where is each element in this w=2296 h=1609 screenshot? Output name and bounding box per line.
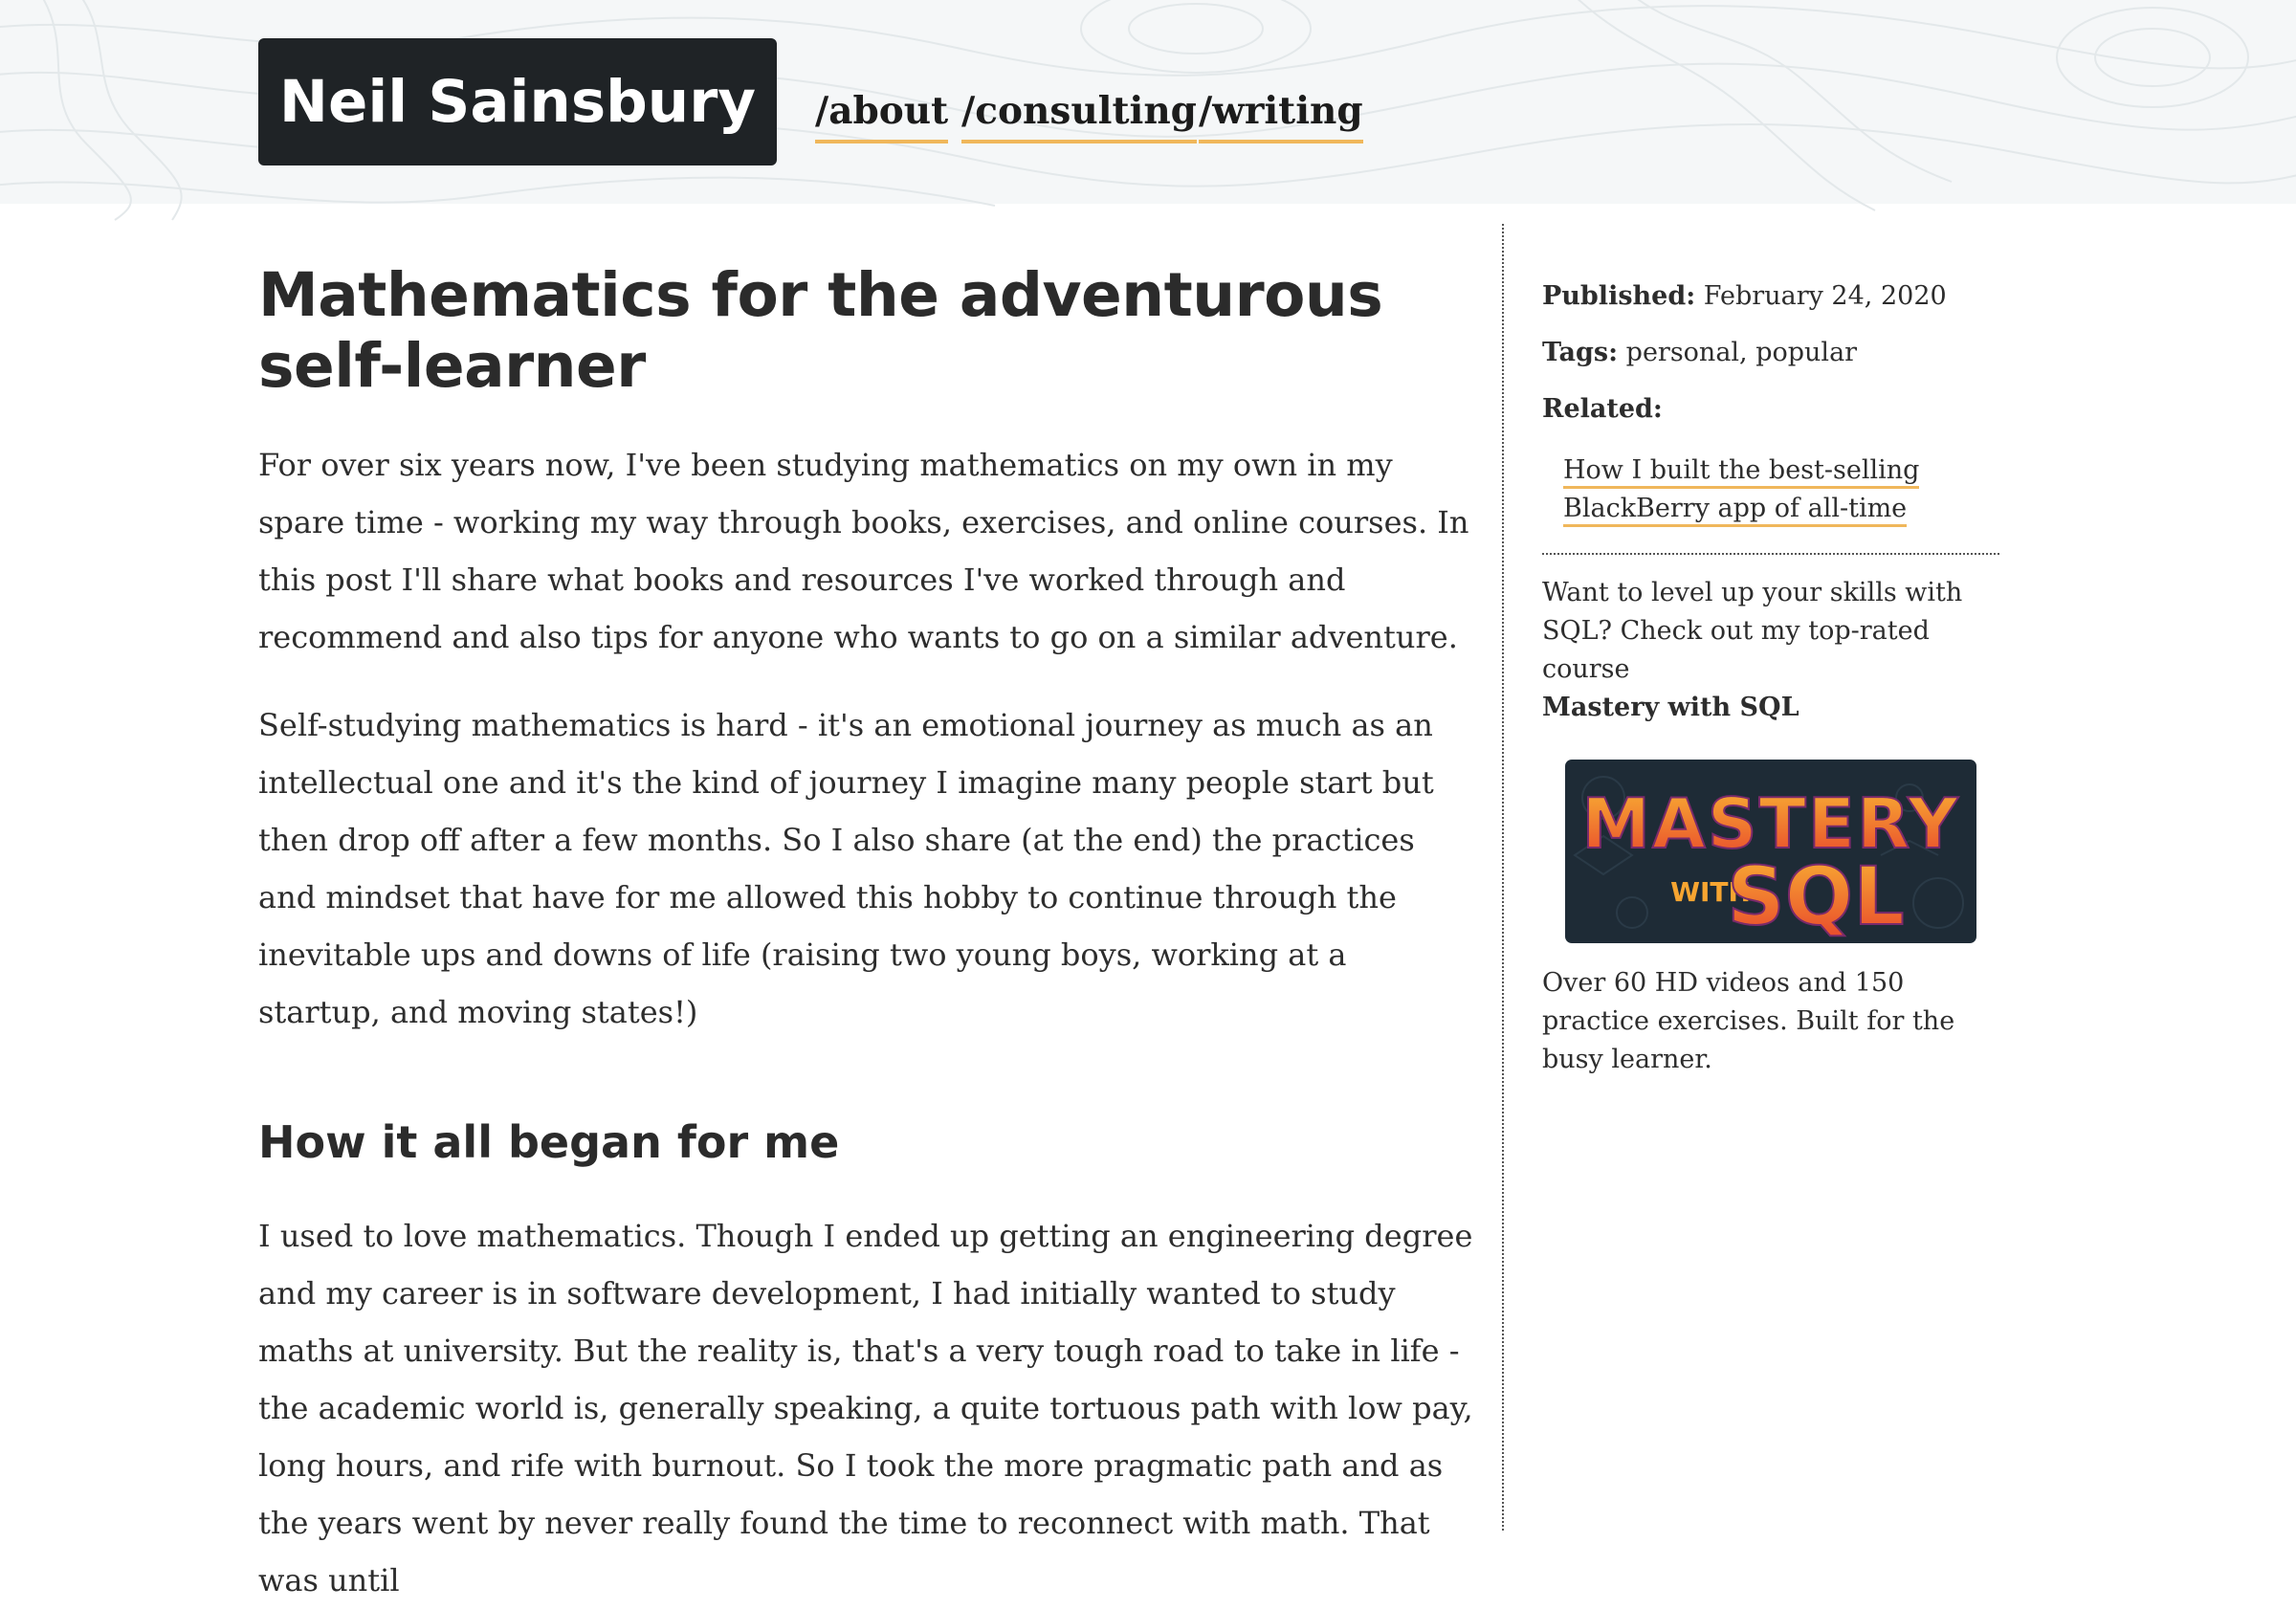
banner-artwork [1565,760,1976,943]
nav-link-consulting[interactable]: /consulting [961,82,1197,143]
banner-word-mastery: MASTERY [1581,783,1960,864]
tags-row [1542,334,2001,372]
column-divider [1502,224,1504,1531]
related-label: Related: [1542,394,1663,424]
article [258,260,1473,1609]
article-paragraph-intro: For over six years now, I've been studying mathematics on my own in my spare time - working my way through books, exercises, and online courses. In this post I'll share what books and resources I've worked through and recommend and also tips for anyone who wants to go on a similar adventure. [258,447,1469,655]
promo-text [1542,574,2001,727]
related-row [1542,390,2001,429]
banner-word-with: WITH [1670,876,1751,908]
sidebar [1542,277,2001,1079]
related-list [1563,452,2001,528]
promo-course-name: Mastery with SQL [1542,693,1799,722]
nav-link-about[interactable]: /about [815,82,948,143]
promo-footer: Over 60 HD videos and 150 practice exercises. Built for the busy learner. [1542,968,1955,1074]
site-logo-link[interactable]: Neil Sainsbury [258,38,777,165]
published-row [1542,277,2001,316]
sidebar-divider [1542,553,1999,555]
related-item [1563,452,1946,528]
section-heading: How it all began for me [258,1116,840,1168]
article-paragraph-second: Self-studying mathematics is hard - it's an emotional journey as much as an intellectual one and it's the kind of journey I imagine many people start but then drop off after a few months. So I also share (at the end) the practices and mindset that have for me allowed this hobby to continue through the inevitable ups and downs of life (raising two young boys, working at a startup, and moving states!) [258,707,1434,1030]
promo-intro: Want to level up your skills with SQL? Check out my top-rated course [1542,578,1963,684]
banner-word-sql: SQL [1727,849,1905,943]
published-date: February 24, 2020 [1703,281,1947,311]
article-paragraph-section: I used to love mathematics. Though I ended up getting an engineering degree and my career is in software development, I had initially wanted to study maths at university. But the reality is, that's a very tough road to take in life - the academic world is, generally speaking, a quite tortuous path with low pay, long hours, and rife with burnout. So I took the more pragmatic path and as the years went by never really found the time to reconnect with math. That was until [258,1218,1473,1598]
published-label: Published: [1542,281,1696,311]
related-link-blackberry-app[interactable]: How I built the best-selling BlackBerry app of all-time [1563,455,1919,527]
tags-label: Tags: [1542,338,1619,367]
site-header [0,0,2296,204]
mastery-with-sql-banner[interactable] [1565,760,1976,943]
article-title: Mathematics for the adventurous self-learner [258,260,1383,401]
nav-link-writing[interactable]: /writing [1199,82,1363,143]
tags-value: personal, popular [1625,338,1858,367]
